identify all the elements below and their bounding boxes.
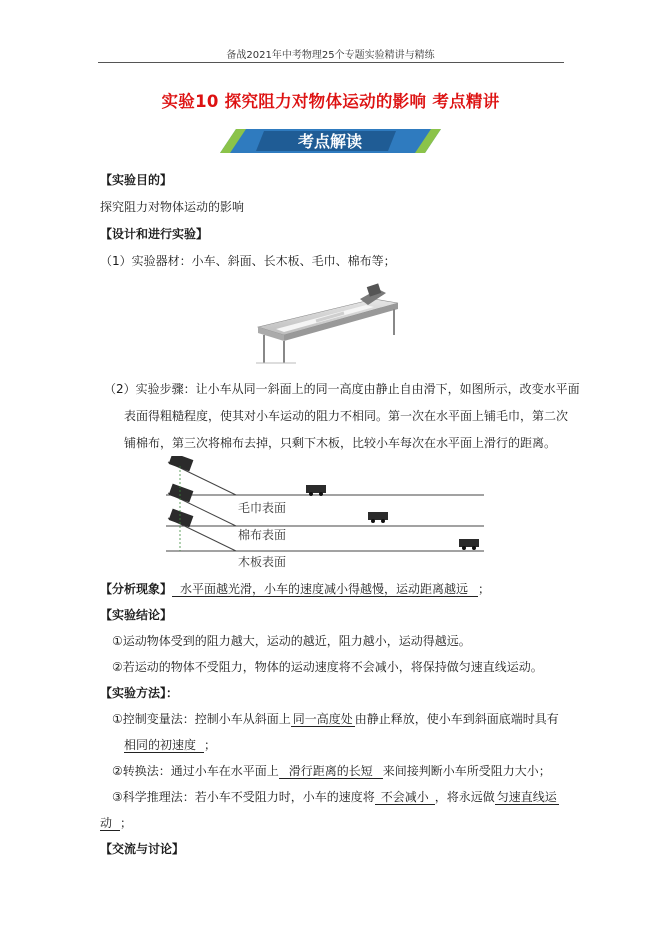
- analysis-line: [100, 581, 490, 597]
- method-3-answer-1: 不会减小: [375, 790, 435, 805]
- purpose-heading: 【实验目的】: [100, 173, 173, 187]
- method-3-f: ；: [120, 816, 133, 830]
- surfaces-figure: [166, 456, 488, 570]
- conclusion-1: ①运动物体受到的阻力越大，运动的越近，阻力越小，运动得越远。: [112, 634, 471, 648]
- section-banner: [220, 127, 441, 155]
- method-3-answer-2-cont: 动: [100, 816, 120, 831]
- method-1-answer-1: 同一高度处: [292, 712, 353, 726]
- method-1-e: ；: [204, 738, 217, 752]
- materials-text: （1）实验器材：小车、斜面、长木板、毛巾、棉布等；: [100, 254, 396, 268]
- header-rule: [98, 62, 564, 63]
- page-title: 实验10 探究阻力对物体运动的影响 考点精讲: [161, 92, 500, 111]
- method-1-line: [112, 711, 559, 727]
- method-2-c: 来间接判断小车所受阻力大小；: [382, 764, 551, 778]
- method-1-a: ①控制变量法：控制小车从斜面上: [112, 712, 291, 726]
- page-header: 备战2021年中考物理25个专题实验精讲与精练: [226, 50, 435, 61]
- method-3-c: ，将永远做: [434, 790, 495, 804]
- method-heading: 【实验方法】：: [100, 686, 179, 700]
- method-3-line: [112, 789, 559, 805]
- discussion-heading: 【交流与讨论】: [100, 842, 185, 856]
- method-1-c: 由静止释放，使小车到斜面底端时具有: [354, 712, 559, 726]
- conclusion-heading: 【实验结论】: [100, 608, 173, 622]
- method-2-answer: 滑行距离的长短: [279, 764, 383, 779]
- method-3-line-2: [100, 815, 132, 831]
- conclusion-2: ②若运动的物体不受阻力，物体的运动速度将不会减小，将保持做匀速直线运动。: [112, 660, 543, 674]
- label-towel-surface: 毛巾表面: [238, 501, 287, 515]
- method-3-a: ③科学推理法：若小车不受阻力时，小车的速度将: [112, 790, 375, 804]
- analysis-heading: 【分析现象】: [100, 582, 173, 596]
- banner-text: 考点解读: [297, 132, 363, 151]
- label-wood-surface: 木板表面: [238, 555, 287, 569]
- analysis-suffix: ；: [478, 582, 491, 596]
- method-3-answer-2: 匀速直线运: [496, 790, 557, 804]
- label-cotton-surface: 棉布表面: [238, 528, 287, 542]
- steps-line-3: 铺棉布，第三次将棉布去掉，只剩下木板，比较小车每次在水平面上滑行的距离。: [124, 436, 557, 450]
- ramp-figure: [256, 283, 404, 365]
- method-2-a: ②转换法：通过小车在水平面上: [112, 764, 279, 778]
- steps-line-2: 表面得粗糙程度，使其对小车运动的阻力不相同。第一次在水平面上铺毛巾，第二次: [124, 409, 569, 423]
- design-heading: 【设计和进行实验】: [100, 227, 209, 241]
- method-2-line: [112, 763, 551, 779]
- analysis-answer: 水平面越光滑，小车的速度减小得越慢，运动距离越远: [172, 582, 478, 597]
- purpose-text: 探究阻力对物体运动的影响: [100, 200, 245, 214]
- method-1-answer-2: 相同的初速度: [124, 738, 204, 753]
- method-1-line-2: [124, 737, 216, 753]
- banner-graphic: [220, 127, 441, 155]
- steps-line-1: （2）实验步骤：让小车从同一斜面上的同一高度由静止自由滑下，如图所示，改变水平面: [104, 382, 580, 396]
